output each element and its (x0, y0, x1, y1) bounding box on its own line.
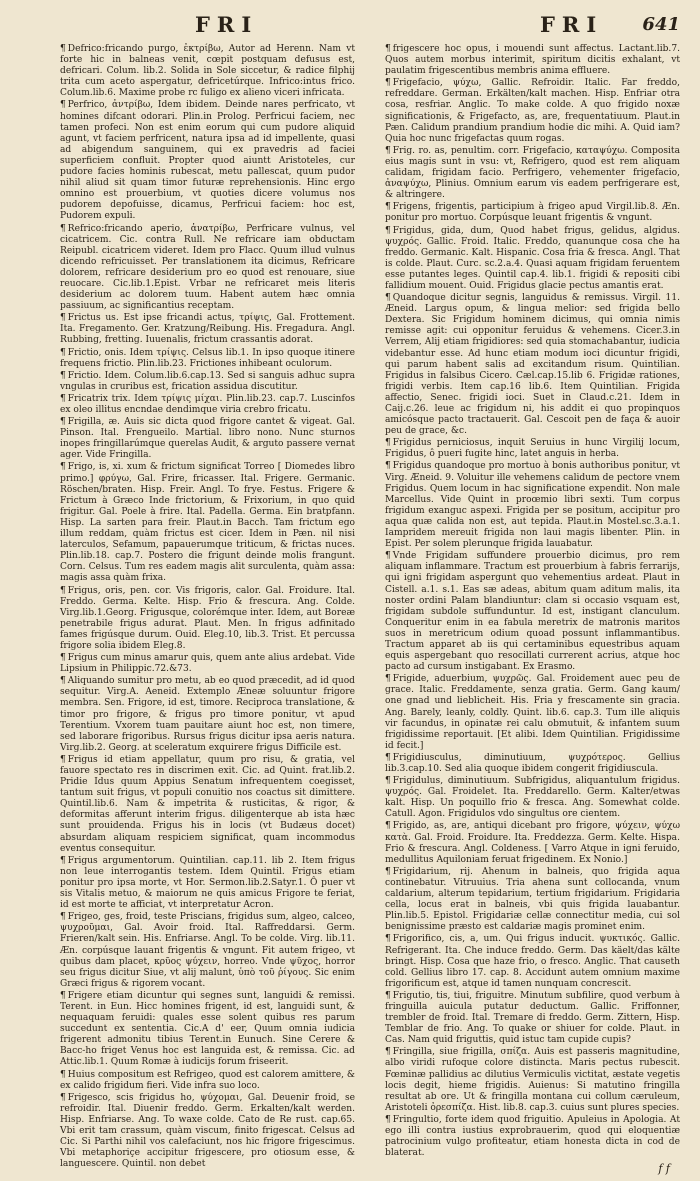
dictionary-entry: ¶ Frigide, aduerbium, ψυχρῶς. Gal. Froidement auec peu de grace. Italic. Freddamente, senza gratia. Germ. Gang kaum/ one gnad und lieblicheit. His. Fria y frescamente sin gracia. Ang. Barely, leanly, coldly. Quint. lib.6. cap.3. Tum ille aliquis vir facundus, in opinatæ rei calu obmutuit, & infantem suum frigidissime reportauit. [Et alibi. Idem Quintilian. Frigidissime id fecit.] (385, 674, 680, 752)
dictionary-entry: ¶ Frigorifico, cis, a, um. Qui frigus inducit. ψυκτικός. Gallic. Refrigerant. Ita. Che induce freddo. Germ. Das käelt/das kälte bringt. Hisp. Cosa que haze frio, o fresco. Anglic. That causeth cold. Gellius libro 17. cap. 8. Accidunt autem omnium maxime frigorificum est, atque id tamen nunquam concrescit. (385, 934, 680, 989)
dictionary-entry: ¶ Vnde Frigidam suffundere prouerbio dicimus, pro rem aliquam inflammare. Tractum est prouerbium à fabris ferrarijs, qui igni frigidam aspergunt quo vehementius ardeat. Plaut in Cistell. a.1. s.1. Eas sæ adeas, abitum quam aditum malis, ita noster ordini Palam blandiuntur: clam si occasio vsquam est, frigidam subdole suffunduntur. Id est, instigant clanculum. Conqueritur enim in ea fabula meretrix de matronis maritos suos in meretricum odium quoad possunt inflammantibus. Tractum apparet ab iis qui certaminibus equestribus aquam equis aspergebant quo resocillati currerent acrius, atque hoc pacto ad cursum instigabant. Ex Erasmo. (385, 551, 680, 673)
dictionary-entry: ¶ Defrico:fricando purgo, ἐκτρίβω, Autor ad Herenn. Nam vt forte hic in balneas venit, cœpit postquam defusus est, defricari. Colum. lib.2. Solida in Sole siccetur, & radice filphij trita cum aceto aspergatur, defricetúrque. Infrico:intus frico. Colum.lib.6. Maxime probe rc fuligo ex alieno viceri infricata. (60, 44, 355, 99)
dictionary-entry: ¶ Frigesco, scis frigidus ho, ψύχομαι, Gal. Deuenir froid, se refroidir. Ital. Diuenir freddo. Germ. Erkalten/kalt werden. Hisp. Enfriarse. Ang. To waxe colde. Cato de Re rust. cap.65. Vbi erit tam crassum, quàm viscum, finito frigescat. Celsus ad Cic. Si Parthi nihil vos calefaciunt, nos hic frigore frigescimus. Vbi metaphoriçe accipitur frigescere, pro otiosum esse, & languescere. Quintil. non debet (60, 1093, 355, 1171)
dictionary-entry: ¶ frigescere hoc opus, i mouendi sunt affectus. Lactant.lib.7. Quos autem morbus interimit, spiritum dicitis exhalant, vt paulatim frigescentibus membris anima effluere. (385, 44, 680, 77)
right-column (385, 44, 680, 1164)
header-word-right: FRI (540, 12, 604, 37)
dictionary-entry: ¶ Frigidus perniciosus, inquit Seruius in hunc Virgilij locum, Frigidus, ô pueri fugite hinc, latet anguis in herba. (385, 438, 680, 460)
dictionary-entry: ¶ Frigus id etiam appellatur, quum pro risu, & gratia, vel fauore spectato res in discrimen exit. Cic. ad Quint. frat.lib.2. Pridie Idus quum Appius Senatum infrequentem coegisset, tantum suit frigus, vt populi conuitio nos coactus sit dimittere. Quintil.lib.6. Nam & impetrita & rusticitas, & rigor, & deformitas afferunt interim frigus. diligenterque ab ista hæc sunt prouidenda. Frigus his in locis (vt Budæus docet) absurdam aliquam respiciem significat, quam incommodus eventus consequitur. (60, 755, 355, 855)
header-word-left: FRI (195, 12, 259, 37)
dictionary-entry: ¶ Refrico:fricando aperio, ἀνατρίβω, Perfricare vulnus, vel cicatricem. Cic. contra Rull. Ne refricare iam obductam Reipubl. cicatricem videret. Idem pro Flacc. Quum illud vulnus dicendo refricuisset. Per translationem ita dicimus, Refricare dolorem, refricare desiderium pro eo quod est renouare, siue reuocare. Cic.lib.1.Epist. Vrbar ne refricaret meis literis desiderium ac dolorem tuum. Habent autem hæc omnia passiuum, ac significantius receptam. (60, 224, 355, 313)
text-columns (60, 44, 680, 1170)
dictionary-entry: ¶ Frigutio, tis, tiui, friguitre. Minutum subfilire, quod verbum à fringuilla auicula putatur deductum. Gallic. Friffonner, trembler de froid. Ital. Tremare di freddo. Germ. Zittern, Hisp. Temblar de frio. Ang. To quake or shiuer for colde. Plaut. in Cas. Nam quid friguttis, quid istuc tam cupide cupis? (385, 991, 680, 1046)
running-header (60, 10, 680, 44)
dictionary-entry: ¶ Fricatrix trix. Idem τρίψις μίχαι. Plin.lib.23. cap.7. Luscinfos ex oleo illitus encndae dendimque viria crebro fricatu. (60, 394, 355, 416)
dictionary-entry: ¶ Frigilla, æ. Auis sic dicta quod frigore cantet & vigeat. Gal. Pinson. Ital. Frengueilo. Martial. libro nono. Nunc sturnos inopes fringillarúmque querelas Audit, & arguto passere vernat ager. Vide Fringilla. (60, 417, 355, 461)
page-number: 641 (642, 14, 680, 35)
dictionary-entry: ¶ Frigefacio, ψύχω, Gallic. Refroidir. Italic. Far freddo, refreddare. German. Erkälten/kalt machen. Hisp. Enfriar otra cosa, resfriar. Anglic. To make colde. A quo frigido noxæ significationis, & Frigefacto, as, are, frequentatiuum. Plaut.in Pæn. Calidum prandium prandium hodie dic mihi. A. Quid iam? Quia hoc nunc frigefactas quum rogas. (385, 78, 680, 145)
dictionary-entry: ¶ Frigus, oris, pen. cor. Vis frigoris, calor. Gal. Froidure. Ital. Freddo. Germa. Kelte. Hisp. Frio & frescura. Ang. Colde. Virg.lib.1.Georg. Frigusque, colorémque inter. Idem, aut Boreæ penetrabile frigus adurat. Plaut. Men. In frigus adfinitado fames frigúsque durum. Ouid. Eleg.10, lib.3. Trist. Et percussa frigore solia ibidem Eleg.8. (60, 586, 355, 653)
dictionary-entry: ¶ Perfrico, ἀντρίβω, Idem ibidem. Deinde nares perfricato, vt homines difcant odorari. Plin.in Prolog. Perfricui faciem, nec tamen profeci. Non est enim eorum qui cum pudore aliquid agunt, vt faciem perfricent, natura ipsa ad id impellente, quasi ad abigendum sanguinem, qui ex pravedris ad faciei superficiem confluit. Propter quod aiuntt Aristoteles, cur pudore facies hominis rubescat, metu pallescat, quum pudor nihil aliud sit quam timor futuræ reprehensionis. Hinc ergo omnino est prouerbium, vt quoties dicere volumus nos pudorem depofuisse, dicamus, Perfricui faciem: hoc est, Pudorem expuli. (60, 100, 355, 222)
dictionary-entry: ¶ Frigens, frigentis, participium à frigeo apud Virgil.lib.8. Æn. ponitur pro mortuo. Corpúsque leuant frigentis & vngunt. (385, 202, 680, 224)
dictionary-entry: ¶ Frigus cum minus amarur quis, quem ante alius ardebat. Vide Lipsium in Philippic.72.&73. (60, 653, 355, 675)
dictionary-entry: ¶ Fringilla, siue frigilla, σπίζα. Auis est passeris magnitudine, albo viridi rufoque colore distincta. Maris pectus rubescit. Fœminæ pallidius ac dilutius Vermiculis victitat, æstate vegetis locis degit, hieme frigidis. Auienus: Si matutino fringilla resultat ab ore. Ut & fringilla montana cui collum cæruleum, Aristoteli ὀρεσπίζα. Hist. lib.8. cap.3. cuius sunt plures species. (385, 1047, 680, 1114)
dictionary-entry: ¶ Aliquando sumitur pro metu, ab eo quod præcedit, ad id quod sequitur. Virg.A. Aeneid. Extemplo Æneæ soluuntur frigore membra. Sen. Frigore, id est, timore. Reciproca translatione, & timor pro frigore, & frigus pro timore ponitur, vt apud Terentium. Vxorem tuam pauitare aiunt hoc est, non timere, sed laborare frigoribus. Rursus frigus dicitur ipsa aeris natura. Virg.lib.2. Georg. at sceleratum exquirere frigus Difficile est. (60, 676, 355, 754)
left-column (60, 44, 355, 1170)
dictionary-entry: ¶ Frig. ro. as, penultim. corr. Frigefacio, καταψύχω. Composita eius magis sunt in vsu: vt, Refrigero, quod est rem aliquam calidam, frigidam facio. Perfrigero, vehementer frigefacio, ἀναψύχω, Plinius. Omnium earum vis eadem perfrigerare est, & altringere. (385, 146, 680, 201)
dictionary-entry: ¶ Huius compositum est Refrigeo, quod est calorem amittere, & ex calido frigidum fieri. Vide infra suo loco. (60, 1070, 355, 1092)
dictionary-entry: ¶ Frigidus quandoque pro mortuo à bonis authoribus ponitur, vt Virg. Æneid. 9. Voluitur ille vehemens calidum de pectore vnem Frigidus. Quem locum in hac significatione expendit. Non male Marcellus. Vide Quint in proœmio libri sexti. Tum corpus frigidum exanguc aspexi. Frigida per se positum, accipitur pro aqua quæ calida non est, aut tepida. Plaut.in Mostel.sc.3.a.1. Iampridem mereuit frigida non laui magis libenter. Plin. in Epist. Per solem plerunque frigida lauabatur. (385, 461, 680, 550)
dictionary-entry: ¶ Frictus us. Est ipse fricandi actus, τρίψις, Gal. Frottement. Ita. Fregamento. Ger. Kratzung/Reibung. His. Fregadura. Angl. Rubbing, fretting. Iuuenalis, frictum crassantis adorat. (60, 313, 355, 346)
dictionary-entry: ¶ Frigidiusculus, diminutiuum, ψυχρότερος. Gellius lib.3.cap.10. Sed alia quoque ibidem congerit frigidiuscula. (385, 753, 680, 775)
dictionary-entry: ¶ Frigidarium, rij. Ahenum in balneis, quo frigida aqua continebatur. Vitruuius. Tria ahena sunt collocanda, vnum caldarium, alterum tepidarium, tertium frigidarium. Frigidaria cella, locus erat in balneis, vbi quis frigida lauabantur. Plin.lib.5. Epistol. Frigidariæ cellæ connectitur media, cui sol benignissime præsto est caldariæ magis prominet enim. (385, 867, 680, 934)
dictionary-entry: ¶ Frigeo, ges, froid, teste Priscians, frigidus sum, algeo, calceo, ψυχροῦμαι, Gal. Avoir froid. Ital. Raffreddarsi. Germ. Frieren/kalt sein. His. Enfriarse. Angl. To be colde. Virg. lib.11. Æn. corpúsque lauant frigentis & vngunt. Fit autem frigeo, vt quibus dam placet, κρῦος ψύχειν, horreo. Vnde ψῦχος, horror seu frigus dicitur Siue, vt alij malunt, ὑπὸ τοῦ ῥίγους. Sic enim Græci frigus & rigorem vocant. (60, 912, 355, 990)
dictionary-entry: ¶ Frictio. Idem. Colum.lib.6.cap.13. Sed si sanguis adhuc supra vngulas in cruribus est, frication assidua discutitur. (60, 371, 355, 393)
dictionary-entry: ¶ Frigo, is, xi. xum & frictum significat Torreo [ Diomedes libro primo.] φρύγω, Gal. Frire, fricasser. Ital. Frigere. Germanic. Röschen/braten. Hisp. Freir. Angl. To frye. Festus. Frigere & Frictum à Græco Inde frictorium, & Frixorium, in quo quid frigitur. Gal. Poele à frire. Ital. Padella. Germa. Ein bratpfann. Hisp. La sarten para freir. Plaut.in Bacch. Tam frictum ego illum reddam, quàm frictus est cicer. Idem in Pæn. nil nisi laterculos, Sefamum, papauerumque triticum, & frictas nuces. Plin.lib.18. cap.7. Postero die frigunt deinde molis frangunt. Corn. Celsus. Tum res eadem magis alit surculenta, quàm assa: magis assa quàm frixa. (60, 462, 355, 584)
dictionary-entry: ¶ Fringultio, forte idem quod friguitio. Apuleius in Apologia. At ego illi contra iustius exprobrauerim, quod qui eloquentiæ patrocinium vulgo profiteatur, etiam honesta dicta in cod de blaterat. (385, 1115, 680, 1159)
dictionary-entry: ¶ Frigere etiam dicuntur qui segnes sunt, languidi & remissi. Terent. in Eun. Hicc homines frigent, id est, languidi sunt, & nequaquam feruidi: quales esse solent quibus res parum succedunt ex sententia. Cic.A d' eer, Quum omnia iudicia frigerent admonitu tibius Terent.in Eunuch. Sine Cerere & Bacc-ho friget Venus hoc est languida est, & remissa. Cic. ad Attic.lib.1. Quum Romæ à iudicijs forum friseerit. (60, 991, 355, 1069)
dictionary-entry: ¶ Frigido, as, are, antiqui dicebant pro frigore, ψύχειν, ψύχω κατὰ. Gal. Froid. Froidure. Ita. Freddezza. Germ. Kelte. Hispa. Frio & frescura. Angl. Coldeness. [ Varro Atque in igni feruido, medullitus Aquiloniam feruat frigedinem. Ex Nonio.] (385, 821, 680, 865)
dictionary-entry: ¶ Frigidus, gida, dum, Quod habet frigus, gelidus, algidus. ψυχρός. Gallic. Froid. Italic. Freddo, quanunque cosa che ha freddo. Germanic. Kalt. Hispanic. Cosa fria & fresca. Angl. That is colde. Plaut. Curc. sc.2.a.4. Quasi aquam frigidam feruentem esse putantes leges. Quintil cap.4. lib.1. frigidi & repositi cibi fallidium mouent. Ouid. Frigidus glacie pectus amantis erat. (385, 226, 680, 293)
dictionary-entry: ¶ Frictio, onis. Idem τρίψις. Celsus lib.1. In ipso quoque itinere frequens frictio. Plin.lib.23. Frictiones inhibeant oculorum. (60, 348, 355, 370)
dictionary-entry: ¶ Quandoque dicitur segnis, languidus & remissus. Virgil. 11. Æneid. Largus opum, & lingua melior: sed frigida bello Dextera. Sic Frigidum hominem dicimus, qui omnia nimis remisse agit: cui opponitur feruidus & vehemens. Cicer.3.in Verrem, Alij etiam frigidiores: sed quia stomachabantur, iudicia videbantur esse. Ad hunc etiam modum ioci dicuntur frigidi, qui parum habent salis ad excitandum risum. Quintilian. Frigidus in falsibus Cicero. Cæl.cap.15.lib 6. Frigidæ rationes, frigidi verbis. Item cap.16 lib.6. Item Quintilian. Frigida affectio, Senec. frigidi ioci. Suet in Claud.c.21. Idem in Caij.c.26. leue ac frigidum ni, his addit ei quo propinquos amicósque pacto tractauerit. Gal. Cescoit pen de faça & auoir peu de grace, &c. (385, 293, 680, 437)
dictionary-entry: ¶ Frigus argumentorum. Quintilian. cap.11. lib 2. Item frigus non leue interrogantis testem. Idem Quintil. Frigus etiam ponitur pro ipsa morte, vt Hor. Sermon.lib.2.Satyr.1. Ô puer vt sis Vitalis metuo, & maiorum ne quis amicus Frigore te feriat, id est morte te afficiat, vt interpretatur Acron. (60, 856, 355, 911)
signature-mark: f f (658, 1162, 670, 1175)
dictionary-entry: ¶ Frigidulus, diminutiuum. Subfrigidus, aliquantulum frigidus. ψυχρός. Gal. Froidelet. Ita. Freddarello. Germ. Kalter/etwas kalt. Hisp. Un poquillo frio & fresca. Ang. Somewhat colde. Catull. Agon. Frigidulos vdo singultus ore cientem. (385, 776, 680, 820)
